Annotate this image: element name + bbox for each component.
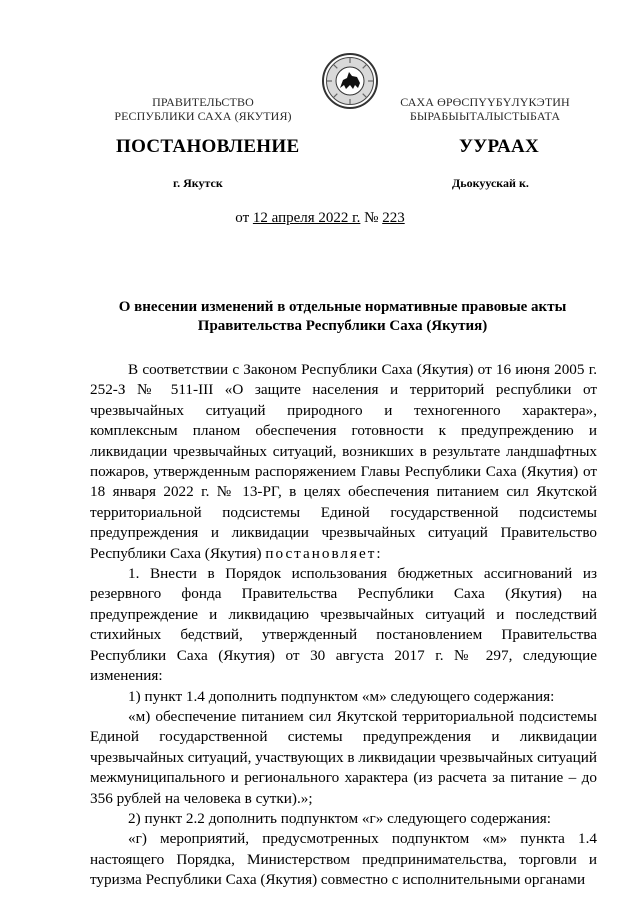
paragraph-subitem-m: «м) обеспечение питанием сил Якутской территориальной подсистемы Единой государственной системы предупреждения и ликвидации чрезвычайных ситуаций, участвующих в ликвидации чрезвычайных ситуаций межмуниципального и регионального характера (из расчета за питание – до 356 рублей на человека в сутки).»; — [90, 707, 597, 807]
document-header — [0, 0, 640, 200]
paragraph-preamble — [90, 360, 597, 564]
government-name-russian: ПРАВИТЕЛЬСТВО РЕСПУБЛИКИ САХА (ЯКУТИЯ) — [114, 95, 292, 123]
preamble-text: В соответствии с Законом Республики Саха (Якутия) от 16 июня 2005 г. 252-З № 511-III «О защите населения и территорий республики от чрезвычайных ситуаций природного и техногенного характера», комплексным планом обеспечения готовности к предупреждению и ликвидации чрезвычайных ситуаций, возникших в результате ландшафтных пожаров, утвержденным распоряжением Главы Республики Саха (Якутия) от 18 января 2022 г. № 13-РГ, в целях обеспечения питанием сил Якутской территориальной подсистемы Единой государственной подсистемы предупреждения и ликвидации чрезвычайных ситуаций Правительство Республики Саха (Якутия) — [90, 361, 597, 562]
number-sign: № — [364, 210, 379, 226]
document-type-sakha: УУРААХ — [459, 136, 540, 157]
document-date-number — [0, 210, 640, 227]
date-prefix: от — [235, 210, 250, 226]
paragraph-subitem-g: «г) мероприятий, предусмотренных подпунктом «м» пункта 1.4 настоящего Порядка, Министерством предпринимательства, торговли и туризма Республики Саха (Якутия) совместно с исполнительными органами — [90, 830, 597, 889]
city-sakha: Дьокуускай к. — [452, 176, 529, 190]
government-name-sakha: САХА ӨРӨСПҮҮБҮЛҮКЭТИН БЫРАБЫЫТАЛЫСТЫБАТА — [400, 95, 570, 123]
document-title: О внесении изменений в отдельные нормативные правовые акты Правительства Республики Саха (Якутия) — [118, 299, 567, 334]
resolves-word: постановляет: — [265, 544, 383, 562]
paragraph-item-1: 1. Внести в Порядок использования бюджетных ассигнований из резервного фонда Правительства Республики Саха (Якутия) на предупреждение и ликвидацию чрезвычайных ситуаций и последствий стихийных бедствий, утвержденный постановлением Правительства Республики Саха (Якутия) от 30 августа 2017 г. № 297, следующие изменения: — [90, 565, 597, 685]
paragraph-subitem-1: 1) пункт 1.4 дополнить подпунктом «м» следующего содержания: — [128, 687, 555, 705]
document-type-russian: ПОСТАНОВЛЕНИЕ — [116, 136, 300, 157]
city-russian: г. Якутск — [173, 176, 223, 190]
document-date: 12 апреля 2022 г. — [252, 210, 361, 226]
paragraph-subitem-2: 2) пункт 2.2 дополнить подпунктом «г» следующего содержания: — [128, 809, 551, 827]
document-body — [90, 360, 597, 891]
document-number: 223 — [382, 210, 405, 226]
